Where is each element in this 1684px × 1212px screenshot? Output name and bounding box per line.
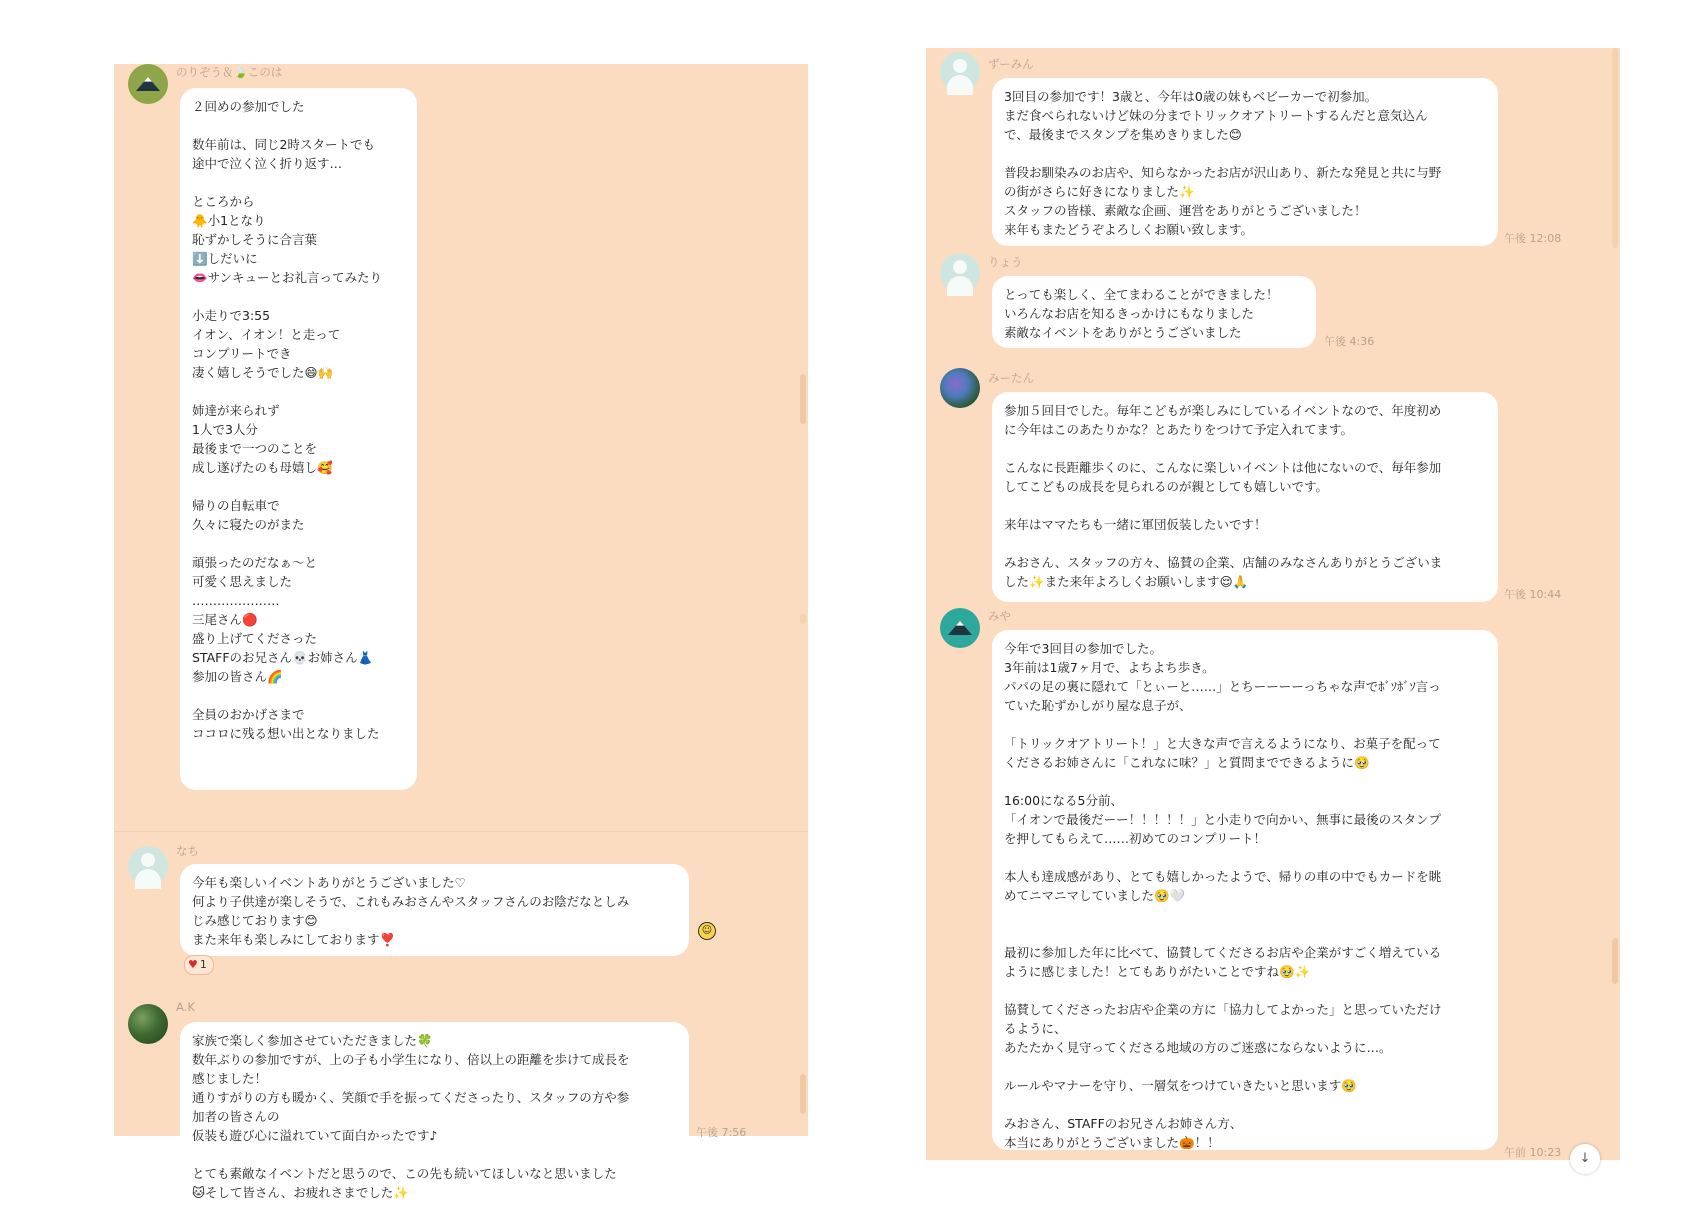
message-line: 🐥小1となり [192, 213, 266, 228]
message-line: 今年も楽しいイベントありがとうございました♡ [192, 875, 466, 890]
message-gap [192, 173, 405, 192]
message-bubble[interactable] [992, 276, 1316, 348]
message-line: じみ感じております😊 [192, 913, 318, 928]
message-line: 来年もまたどうぞよろしくお願い致します。 [1004, 222, 1254, 237]
message-line: 恥ずかしそうに合言葉 [192, 232, 318, 247]
message-line: 通りすがりの方も暖かく、笑顔で手を振ってくださったり、スタッフの方や参 [192, 1090, 630, 1105]
message-line: 久々に寝たのがまた [192, 517, 305, 532]
message-line: めてニマニマしていました🥹🤍 [1004, 888, 1186, 903]
message-line: また来年も楽しみにしております❣️ [192, 932, 396, 947]
message-gap [192, 1145, 677, 1164]
message-gap [192, 534, 405, 553]
message-line: 数年ぶりの参加ですが、上の子も小学生になり、倍以上の距離を歩けて成長を [192, 1052, 630, 1067]
message-line: みおさん、STAFFのお兄さんお姉さん方、 [1004, 1116, 1243, 1131]
message-line: 「イオンで最後だーー！！！！！」と小走りで向かい、無事に最後のスタンプ [1004, 812, 1442, 827]
message-gap [1004, 144, 1486, 163]
message-line: いろんなお店を知るきっかけにもなりました [1004, 306, 1255, 321]
message-line: してこどもの成長を見られるのが親としても嬉しいです。 [1004, 479, 1329, 494]
message-line: 何より子供達が楽しそうで、これもみおさんやスタッフさんのお陰だなとしみ [192, 894, 630, 909]
scrollbar-track-mark [800, 614, 806, 624]
message-line: に今年はこのあたりかな？とあたりをつけて予定入れてます。 [1004, 422, 1354, 437]
message-line: 最後まで一つのことを [192, 441, 318, 456]
message-line: 16:00になる5分前、 [1004, 793, 1123, 808]
message-time: 午後 10:44 [1504, 588, 1562, 601]
message-gap [1004, 1095, 1486, 1114]
message-line: ………………… [192, 593, 280, 608]
message-time: 午後 7:56 [696, 1126, 747, 1139]
message-line: くださるお姉さんに「これなに味？」と質問までできるように🥹 [1004, 755, 1370, 770]
message-gap [1004, 1057, 1486, 1076]
message-line: 「トリックオアトリート！」と大きな声で言えるようになり、お菓子を配って [1004, 736, 1441, 751]
message-line: 最初に参加した年に比べて、協賛してくださるお店や企業がすごく増えている [1004, 945, 1442, 960]
smiley-icon[interactable]: ☺ [698, 922, 716, 940]
message-gap [1004, 439, 1486, 458]
message-line: 普段お馴染みのお店や、知らなかったお店が沢山あり、新たな発見と共に与野 [1004, 165, 1442, 180]
message-line: 👄サンキューとお礼言ってみたり [192, 270, 382, 285]
heart-reaction-icon[interactable]: ♥ 1 [184, 955, 214, 975]
message-time: 午後 12:08 [1504, 232, 1562, 245]
message-line: 頑張ったのだなぁ〜と [192, 555, 318, 570]
message-line: 感じました！ [192, 1071, 268, 1086]
avatar[interactable] [940, 253, 980, 293]
avatar[interactable] [128, 846, 168, 886]
sender-name: A.K [176, 1000, 195, 1014]
scrollbar[interactable] [1612, 938, 1618, 984]
message-line: るように、 [1004, 1021, 1067, 1036]
message-gap [1004, 924, 1486, 943]
message-line: こんなに長距離歩くのに、こんなに楽しいイベントは他にないので、毎年参加 [1004, 460, 1442, 475]
message-line: 途中で泣く泣く折り返す… [192, 156, 343, 171]
message-bubble[interactable] [180, 1022, 689, 1212]
avatar[interactable] [128, 64, 168, 104]
message-line: 盛り上げてくださった [192, 631, 318, 646]
message-line: ２回めの参加でした [192, 99, 305, 114]
message-gap [1004, 496, 1486, 515]
message-gap [1004, 905, 1486, 924]
message-line: スタッフの皆様、素敵な企画、運営をありがとうございました！ [1004, 203, 1367, 218]
message-line: 全員のおかげさまで [192, 707, 305, 722]
message-line: ココロに残る想い出となりました [192, 726, 380, 741]
sender-name: ずーみん [988, 57, 1034, 71]
message-line: 素敵なイベントをありがとうございました [1004, 325, 1242, 340]
avatar[interactable] [940, 368, 980, 408]
message-line: 来年はママたちも一緒に軍団仮装したいです！ [1004, 517, 1267, 532]
message-line: 1人で3人分 [192, 422, 258, 437]
message-line: パパの足の裏に隠れて「とぃーと……」とちーーーーっちゃな声でﾎﾞｿﾎﾞｿ言っ [1004, 679, 1441, 694]
sender-name: のりぞう＆🍃このは [176, 65, 283, 79]
message-line: 協賛してくださったお店や企業の方に「協力してよかった」と思っていただけ [1004, 1002, 1442, 1017]
avatar[interactable] [940, 608, 980, 648]
message-line: 小走りで3:55 [192, 308, 271, 323]
message-line: ように感じました！とてもありがたいことですね🥹✨ [1004, 964, 1311, 979]
message-bubble[interactable] [992, 630, 1498, 1150]
avatar[interactable] [128, 1004, 168, 1044]
message-line: 成し遂げたのも母嬉し🥰 [192, 460, 333, 475]
message-bubble[interactable] [180, 864, 689, 956]
message-time: 午後 4:36 [1324, 335, 1375, 348]
message-line: を押してもらえて……初めてのコンプリート！ [1004, 831, 1267, 846]
message-line: STAFFのお兄さん💀お姉さん👗 [192, 650, 374, 665]
mountain-avatar-icon [940, 608, 980, 648]
message-line: ⬇️しだいに [192, 251, 258, 266]
message-line: コンプリートでき [192, 346, 292, 361]
sender-name: みや [988, 609, 1011, 623]
chat-screenshot-right [926, 48, 1620, 1166]
message-line: 3年前は1歳7ヶ月で、よちよち歩き。 [1004, 660, 1215, 675]
message-line: 参加５回目でした。毎年こどもが楽しみにしているイベントなので、年度初め [1004, 403, 1442, 418]
message-line: あたたかく見守ってくださる地域の方のご迷惑にならないように…。 [1004, 1040, 1392, 1055]
message-line: の街がさらに好きになりました✨ [1004, 184, 1195, 199]
scrollbar-track-mark [800, 1074, 806, 1114]
message-bubble[interactable] [180, 88, 417, 790]
chat-screenshot-left [114, 64, 808, 1200]
message-line: みおさん、スタッフの方々、協賛の企業、店舗のみなさんありがとうございま [1004, 555, 1443, 570]
message-line: 仮装も遊び心に溢れていて面白かったです♪ [192, 1128, 438, 1143]
message-gap [192, 382, 405, 401]
message-gap [192, 287, 405, 306]
message-line: とても素敵なイベントだと思うので、この先も続いてほしいなと思いました [192, 1166, 617, 1181]
message-line: 数年前は、同じ2時スタートでも [192, 137, 375, 152]
message-line: 今年で3回目の参加でした。 [1004, 641, 1162, 656]
message-line: 加者の皆さんの [192, 1109, 280, 1124]
sender-name: りょう [988, 255, 1023, 269]
message-gap [192, 686, 405, 705]
message-line: イオン、イオン！と走って [192, 327, 341, 342]
scrollbar[interactable] [800, 374, 806, 424]
scrollbar-track-mark [1612, 48, 1618, 248]
message-gap [1004, 715, 1486, 734]
message-line: ルールやマナーを守り、一層気をつけていきたいと思います🥹 [1004, 1078, 1357, 1093]
message-time: 午前 10:23 [1504, 1146, 1562, 1159]
message-line: 本当にありがとうございました🎃！！ [1004, 1135, 1220, 1150]
mountain-avatar-icon [128, 64, 168, 104]
message-line: ところから [192, 194, 255, 209]
message-line: で、最後までスタンプを集めきりました😊 [1004, 127, 1242, 142]
divider [114, 831, 808, 832]
sender-name: なち [176, 844, 199, 858]
message-gap [192, 116, 405, 135]
message-line: 🐱そして皆さん、お疲れさまでした✨ [192, 1185, 409, 1200]
message-gap [1004, 981, 1486, 1000]
message-line: ていた恥ずかしがり屋な息子が、 [1004, 698, 1192, 713]
message-line: 本人も達成感があり、とても嬉しかったようで、帰りの車の中でもカードを眺 [1004, 869, 1442, 884]
arrow-down-icon[interactable]: ↓ [1570, 1144, 1600, 1174]
message-line: 姉達が来られず [192, 403, 280, 418]
message-gap [192, 477, 405, 496]
message-line: 帰りの自転車で [192, 498, 280, 513]
message-line: 3回目の参加です！3歳と、今年は0歳の妹もベビーカーで初参加。 [1004, 89, 1378, 104]
sender-name: みーたん [988, 371, 1034, 385]
message-line: 参加の皆さん🌈 [192, 669, 283, 684]
message-line: 家族で楽しく参加させていただきました🍀 [192, 1033, 433, 1048]
message-gap [1004, 772, 1486, 791]
avatar[interactable] [940, 52, 980, 92]
message-line: とっても楽しく、全てまわることができました！ [1004, 287, 1279, 302]
reaction-count: 1 [199, 958, 207, 971]
message-bubble[interactable] [992, 78, 1498, 246]
message-line: まだ食べられないけど妹の分までトリックオアトリートするんだと意気込ん [1004, 108, 1428, 123]
message-line: した✨また来年よろしくお願いします😌🙏 [1004, 574, 1249, 589]
message-line: 三尾さん🔴 [192, 612, 258, 627]
message-gap [1004, 534, 1486, 553]
message-bubble[interactable] [992, 392, 1498, 602]
message-line: 凄く嬉しそうでした😄🙌 [192, 365, 334, 380]
message-line: 可愛く思えました [192, 574, 293, 589]
message-gap [1004, 848, 1486, 867]
